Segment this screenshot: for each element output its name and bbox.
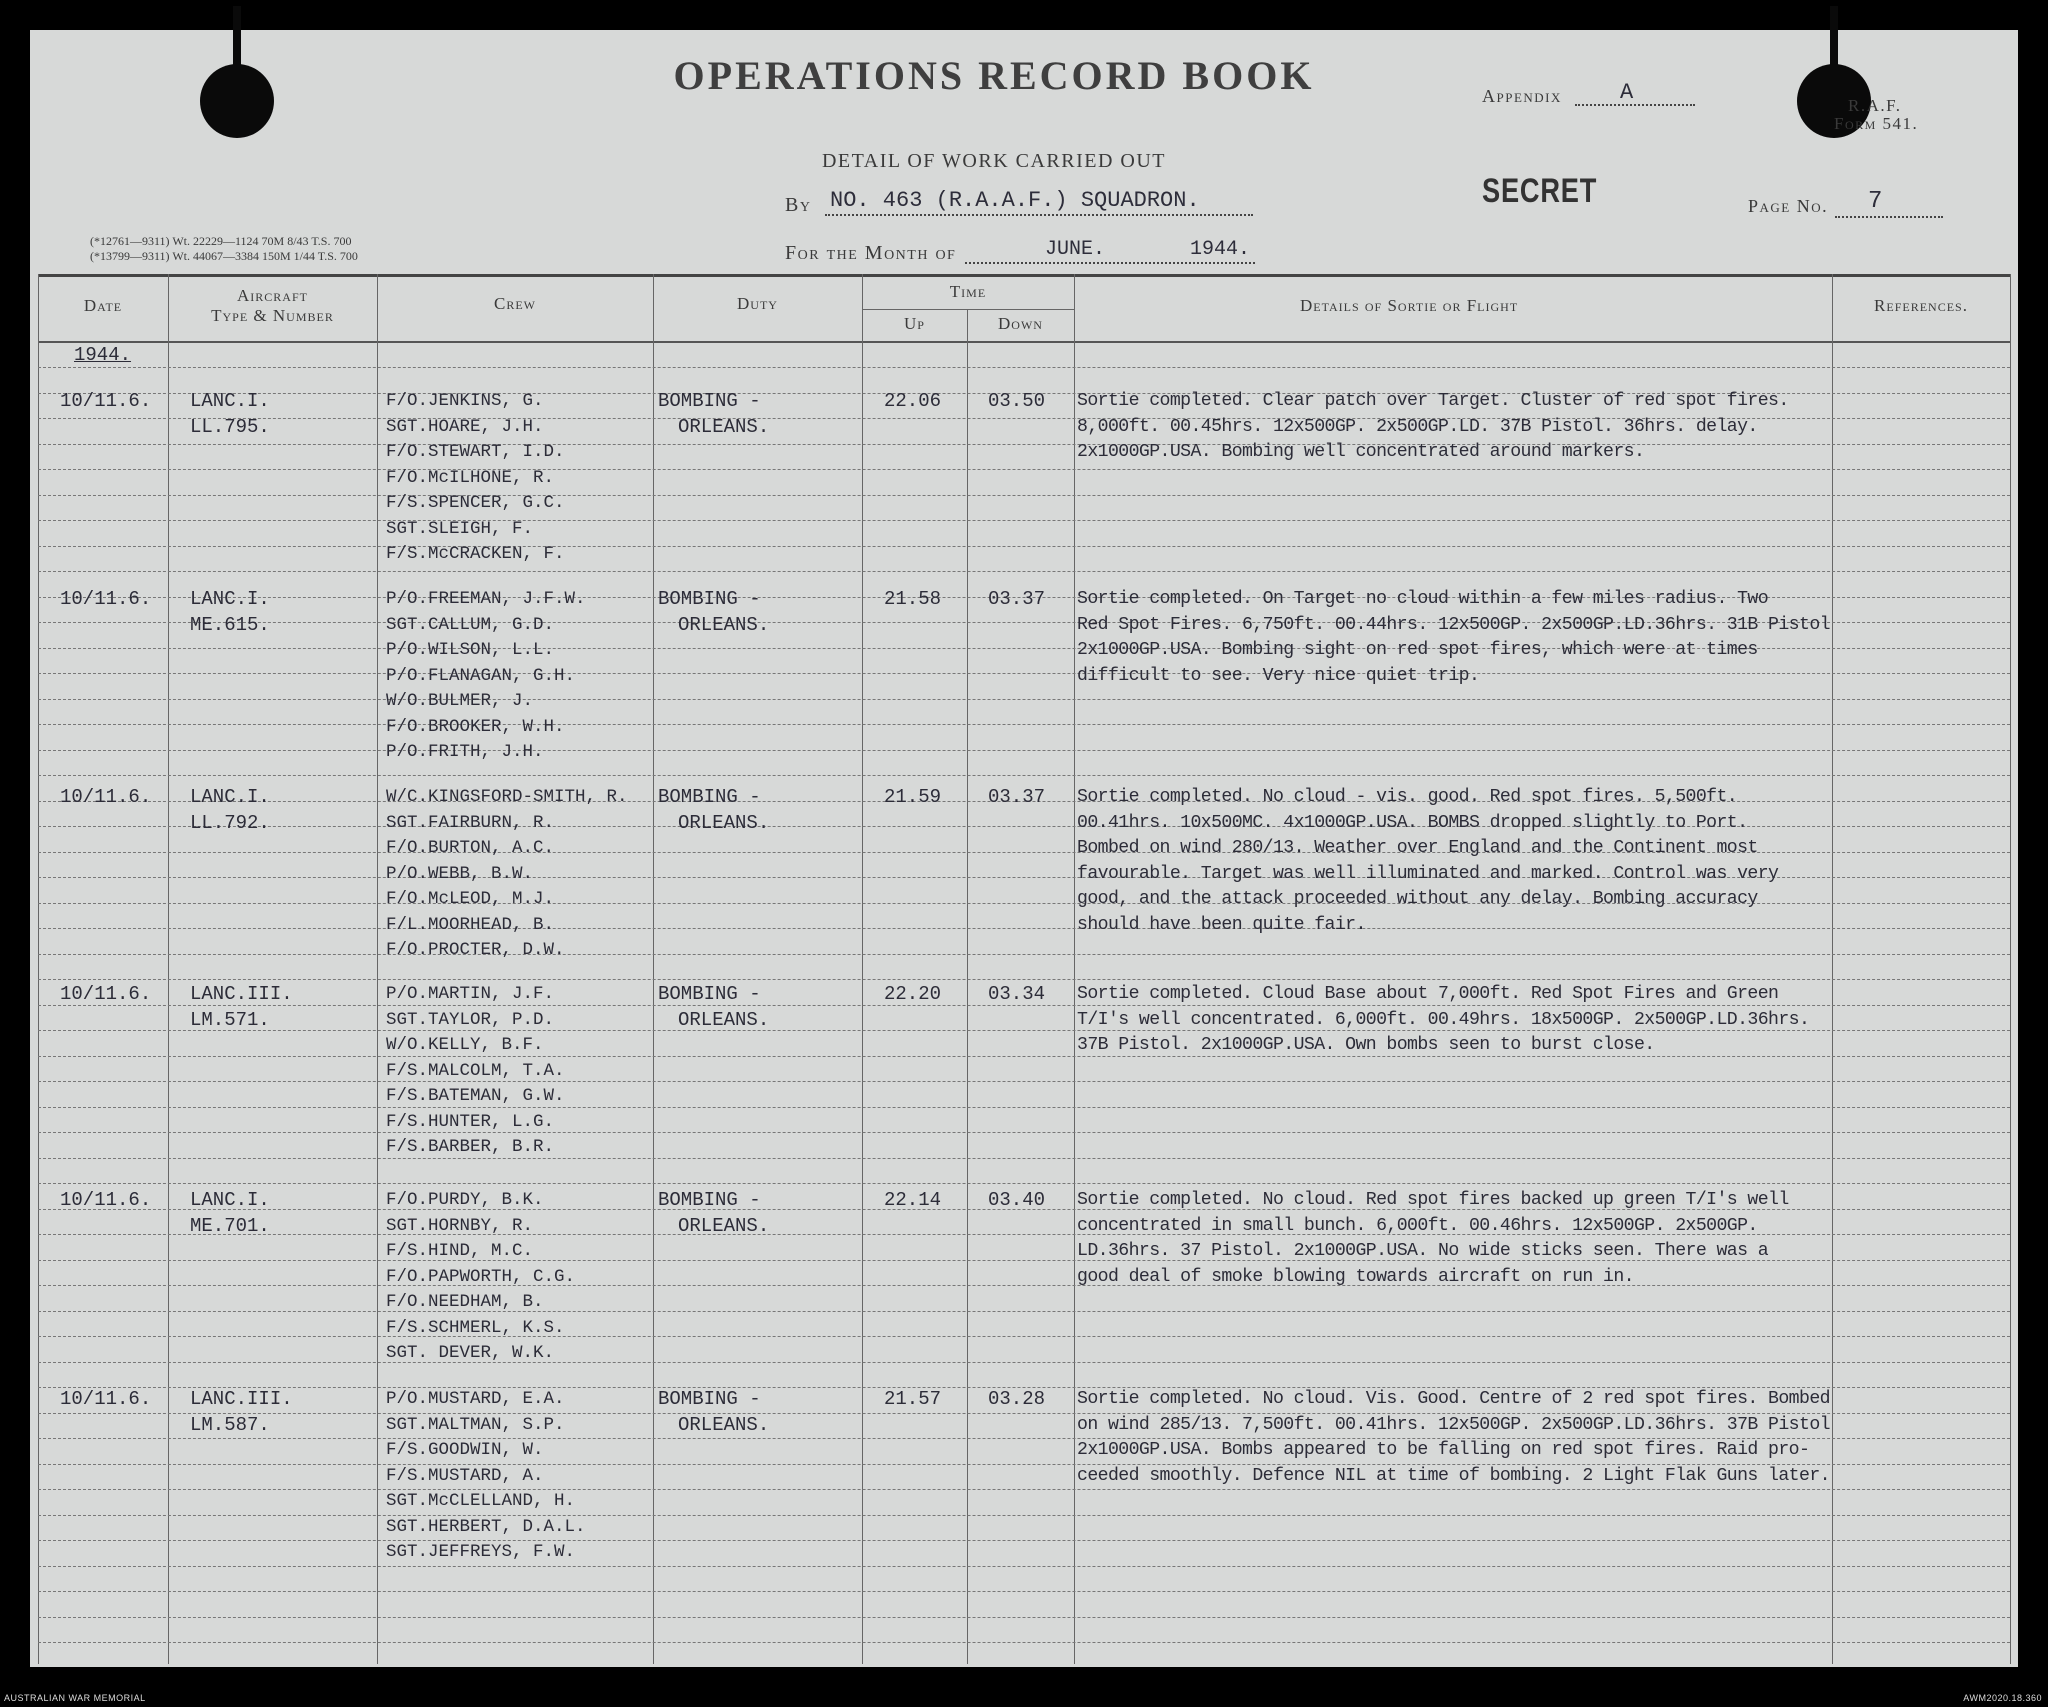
form-label-number: Form 541. [1834,114,1919,133]
entry-time-up: 21.57 [884,1388,942,1410]
entry-aircraft: LM.587. [190,1413,270,1436]
entry-crew-member: F/S.McCRACKEN, F. [386,544,565,564]
subtitle: DETAIL OF WORK CARRIED OUT [821,150,1167,172]
entry-detail-line: difficult to see. Very nice quiet trip. [1077,665,1480,686]
entry-crew-member: SGT.MALTMAN, S.P. [386,1414,565,1435]
ruled-line [38,1642,2010,1643]
entry-crew-member: F/S.MUSTARD, A. [386,1465,544,1486]
entry-crew-member: F/S.GOODWIN, W. [386,1440,544,1460]
entry-aircraft: ME.615. [190,613,270,636]
entry-time-up: 21.58 [884,588,942,610]
entry-crew-member: F/S.HUNTER, L.G. [386,1111,555,1132]
ruled-line [38,750,2010,751]
entry-duty: ORLEANS. [678,1214,770,1237]
entry-date: 10/11.6. [60,588,152,610]
ruled-line [38,367,2010,368]
entry-detail-line: 8,000ft. 00.45hrs. 12x500GP. 2x500GP.LD. 37B Pistol. 36hrs. delay. [1077,416,1758,437]
entry-detail-line: 2x1000GP.USA. Bombing well concentrated around markers. [1077,442,1645,462]
entry-aircraft: LL.795. [190,415,270,438]
ruled-line [38,1311,2010,1312]
page-value: 7 [1868,188,1883,215]
ruled-line [38,1540,2010,1541]
entry-crew-member: F/O.NEEDHAM, B. [386,1292,544,1312]
entry-crew-member: SGT.SLEIGH, F. [386,518,534,539]
entry-detail-line: good deal of smoke blowing towards aircraft on run in. [1077,1266,1634,1287]
entry-time-down: 03.28 [988,1388,1046,1410]
entry-crew-member: P/O.WILSON, L.L. [386,640,555,660]
entry-crew-member: SGT.FAIRBURN, R. [386,812,555,833]
ruled-line [38,1617,2010,1618]
entry-detail-line: Sortie completed. No cloud. Vis. Good. Centre of 2 red spot fires. Bombed [1077,1389,1830,1409]
ruled-line [38,954,2010,955]
entry-crew-member: P/O.FLANAGAN, G.H. [386,665,576,686]
entry-crew-member: F/S.HIND, M.C. [386,1241,534,1261]
ruled-line [38,1591,2010,1592]
entry-crew-member: F/O.JENKINS, G. [386,391,544,411]
entry-time-down: 03.40 [988,1189,1046,1211]
entry-date: 10/11.6. [60,390,152,412]
footer-credit: AUSTRALIAN WAR MEMORIAL [4,1693,146,1703]
entry-detail-line: favourable. Target was well illuminated and marked. Control was very [1077,863,1779,884]
entry-detail-line: ceeded smoothly. Defence NIL at time of bombing. 2 Light Flak Guns later. [1077,1465,1830,1486]
ruled-line [38,1566,2010,1567]
col-line-2 [377,274,378,1664]
entry-time-up: 21.59 [884,786,942,808]
ruled-line [38,1362,2010,1363]
entry-aircraft: LANC.I. [190,1189,270,1211]
entry-date: 10/11.6. [60,1189,152,1211]
appendix-dotted-line [1575,104,1695,106]
entry-duty: BOMBING - [658,983,761,1005]
entry-crew-member: SGT.HORNBY, R. [386,1215,534,1236]
entry-detail-line: Sortie completed. No cloud. Red spot fires backed up green T/I's well [1077,1190,1789,1210]
entry-detail-line: LD.36hrs. 37 Pistol. 2x1000GP.USA. No wide sticks seen. There was a [1077,1241,1769,1261]
entry-detail-line: Sortie completed. On Target no cloud within a few miles radius. Two [1077,589,1769,609]
entry-duty: BOMBING - [658,1189,761,1211]
entry-crew-member: SGT.McCLELLAND, H. [386,1491,576,1511]
page-label: Page No. [1748,196,1829,216]
col-line-5 [967,309,968,1664]
table-header-rule [38,341,2010,343]
entry-detail-line: 2x1000GP.USA. Bombs appeared to be falling on red spot fires. Raid pro- [1077,1440,1810,1460]
entry-crew-member: P/O.FRITH, J.H. [386,742,544,762]
entry-aircraft: LANC.I. [190,390,270,412]
entry-crew-member: P/O.FREEMAN, J.F.W. [386,589,586,609]
appendix-label: Appendix [1482,86,1562,106]
month-label: For the Month of [785,242,957,264]
ruled-line [38,775,2010,776]
entry-duty: ORLEANS. [678,1008,770,1031]
ruled-line [38,699,2010,700]
page-dotted-line [1835,216,1943,218]
ruled-line [38,1183,2010,1184]
col-line-6 [1074,274,1075,1664]
entry-detail-line: concentrated in small bunch. 6,000ft. 00.46hrs. 12x500GP. 2x500GP. [1077,1215,1758,1236]
entry-duty: ORLEANS. [678,1413,770,1436]
entry-crew-member: SGT.HERBERT, D.A.L. [386,1516,586,1537]
entry-detail-line: 37B Pistol. 2x1000GP.USA. Own bombs seen to burst close. [1077,1035,1655,1055]
ruled-line [38,928,2010,929]
appendix-value: A [1620,80,1634,105]
by-label: By [785,194,812,216]
entry-crew-member: SGT.CALLUM, G.D. [386,614,555,635]
entry-duty: ORLEANS. [678,613,770,636]
month-dotted-line [965,262,1255,264]
ruled-line [38,1081,2010,1082]
document-title: OPERATIONS RECORD BOOK [673,53,1315,98]
entry-crew-member: P/O.WEBB, B.W. [386,863,534,884]
year-value: 1944. [1190,238,1251,261]
entry-detail-line: Sortie completed. Cloud Base about 7,000ft. Red Spot Fires and Green [1077,984,1779,1004]
entry-duty: BOMBING - [658,786,761,808]
entry-crew-member: F/O.McILHONE, R. [386,467,555,488]
entry-crew-member: W/O.KELLY, B.F. [386,1035,544,1055]
ruled-line [38,444,2010,445]
by-dotted-line [825,214,1253,216]
entry-duty: BOMBING - [658,1388,761,1410]
col-header-duty: Duty [737,294,778,313]
col-header-details: Details of Sortie or Flight [1300,296,1519,315]
ruled-line [38,979,2010,980]
entry-crew-member: P/O.MARTIN, J.F. [386,984,555,1004]
entry-detail-line: Red Spot Fires. 6,750ft. 00.44hrs. 12x500GP. 2x500GP.LD.36hrs. 31B Pistol [1077,614,1830,635]
entry-duty: ORLEANS. [678,415,770,438]
ruled-line [38,1336,2010,1337]
entry-detail-line: good, and the attack proceeded without any delay. Bombing accuracy [1077,889,1758,909]
entry-crew-member: W/C.KINGSFORD-SMITH, R. [386,787,628,807]
entry-detail-line: Bombed on wind 280/13. Weather over England and the Continent most [1077,838,1758,858]
ruled-line [38,1107,2010,1108]
entry-crew-member: F/S.SCHMERL, K.S. [386,1317,565,1338]
entry-time-up: 22.14 [884,1189,942,1211]
entry-duty: BOMBING - [658,588,761,610]
entry-detail-line: on wind 285/13. 7,500ft. 00.41hrs. 12x500GP. 2x500GP.LD.36hrs. 37B Pistol [1077,1414,1830,1435]
ruled-line [38,724,2010,725]
entry-crew-member: F/O.BURTON, A.C. [386,838,555,858]
entry-aircraft: LANC.III. [190,1388,293,1410]
ruled-line [38,1285,2010,1286]
print-code-2: (*13799—9311) Wt. 44067—3384 150M 1/44 T.S. 700 [90,249,358,263]
squadron-value: NO. 463 (R.A.A.F.) SQUADRON. [830,188,1200,213]
entry-time-up: 22.20 [884,983,942,1005]
ruled-line [38,571,2010,572]
entry-aircraft: LM.571. [190,1008,270,1031]
entry-crew-member: F/S.BARBER, B.R. [386,1137,555,1157]
entry-crew-member: F/S.BATEMAN, G.W. [386,1086,565,1106]
entry-crew-member: SGT.JEFFREYS, F.W. [386,1542,576,1562]
month-value: JUNE. [1045,238,1106,261]
ruled-line [38,520,2010,521]
entry-crew-member: F/O.STEWART, I.D. [386,442,565,462]
entry-aircraft: LL.792. [190,811,270,834]
entry-crew-member: SGT.HOARE, J.H. [386,416,544,437]
entry-crew-member: SGT.TAYLOR, P.D. [386,1009,555,1030]
entry-date: 10/11.6. [60,1388,152,1410]
entry-detail-line: 00.41hrs. 10x500MC. 4x1000GP.USA. BOMBS dropped slightly to Port. [1077,812,1748,833]
col-header-aircraft-type: Type & Number [211,306,334,325]
entry-time-up: 22.06 [884,390,942,412]
entry-aircraft: ME.701. [190,1214,270,1237]
entry-date: 10/11.6. [60,983,152,1005]
col-header-crew: Crew [494,294,536,313]
entry-time-down: 03.37 [988,786,1046,808]
entry-duty: BOMBING - [658,390,761,412]
entry-crew-member: F/O.BROOKER, W.H. [386,716,565,737]
entry-aircraft: LANC.III. [190,983,293,1005]
entry-aircraft: LANC.I. [190,588,270,610]
ruled-line [38,469,2010,470]
entry-crew-member: F/O.PAPWORTH, C.G. [386,1266,576,1287]
entry-crew-member: W/O.BULMER, J. [386,691,534,711]
form-label-raf: R.A.F. [1848,96,1902,115]
col-header-references: References. [1874,296,1968,315]
ruled-line [38,1132,2010,1133]
entry-crew-member: F/S.MALCOLM, T.A. [386,1060,565,1081]
col-line-0 [38,274,39,1664]
entry-detail-line: 2x1000GP.USA. Bombing sight on red spot fires, which were at times [1077,640,1758,660]
time-subheader-rule [862,309,1074,310]
col-header-up: Up [904,314,925,333]
ruled-line [38,1489,2010,1490]
col-header-aircraft: Aircraft [237,286,308,305]
entry-crew-member: P/O.MUSTARD, E.A. [386,1389,565,1409]
entry-detail-line: Sortie completed. No cloud - vis. good. Red spot fires. 5,500ft. [1077,787,1738,807]
entry-crew-member: F/O.McLEOD, M.J. [386,889,555,909]
ruled-line [38,673,2010,674]
footer-accession: AWM2020.18.360 [1963,1693,2042,1703]
ruled-line [38,546,2010,547]
col-header-time: Time [949,282,987,301]
col-line-7 [1832,274,1833,1664]
entry-crew-member: F/O.PURDY, B.K. [386,1190,544,1210]
entry-aircraft: LANC.I. [190,786,270,808]
table-top-rule [38,274,2010,277]
col-line-3 [653,274,654,1664]
col-header-down: Down [998,314,1043,333]
col-line-8 [2010,274,2011,1664]
ruled-line [38,1158,2010,1159]
entry-crew-member: SGT. DEVER, W.K. [386,1343,555,1363]
col-header-date: Date [83,296,123,315]
entry-crew-member: F/L.MOORHEAD, B. [386,914,555,935]
year-heading: 1944. [74,344,132,366]
entry-duty: ORLEANS. [678,811,770,834]
col-line-1 [168,274,169,1664]
entry-detail-line: Sortie completed. Clear patch over Target. Cluster of red spot fires. [1077,391,1789,411]
entry-detail-line: T/I's well concentrated. 6,000ft. 00.49hrs. 18x500GP. 2x500GP.LD.36hrs. [1077,1009,1810,1030]
ruled-line [38,1515,2010,1516]
entry-crew-member: F/S.SPENCER, G.C. [386,493,565,513]
ruled-line [38,1056,2010,1057]
entry-time-down: 03.34 [988,983,1046,1005]
entry-time-down: 03.37 [988,588,1046,610]
entry-date: 10/11.6. [60,786,152,808]
secret-stamp: SECRET [1482,172,1598,210]
ruled-line [38,495,2010,496]
entry-crew-member: F/O.PROCTER, D.W. [386,940,565,960]
entry-time-down: 03.50 [988,390,1046,412]
print-code-1: (*12761—9311) Wt. 22229—1124 70M 8/43 T.S. 700 [90,234,352,248]
col-line-4 [862,274,863,1664]
entry-detail-line: should have been quite fair. [1077,914,1366,935]
